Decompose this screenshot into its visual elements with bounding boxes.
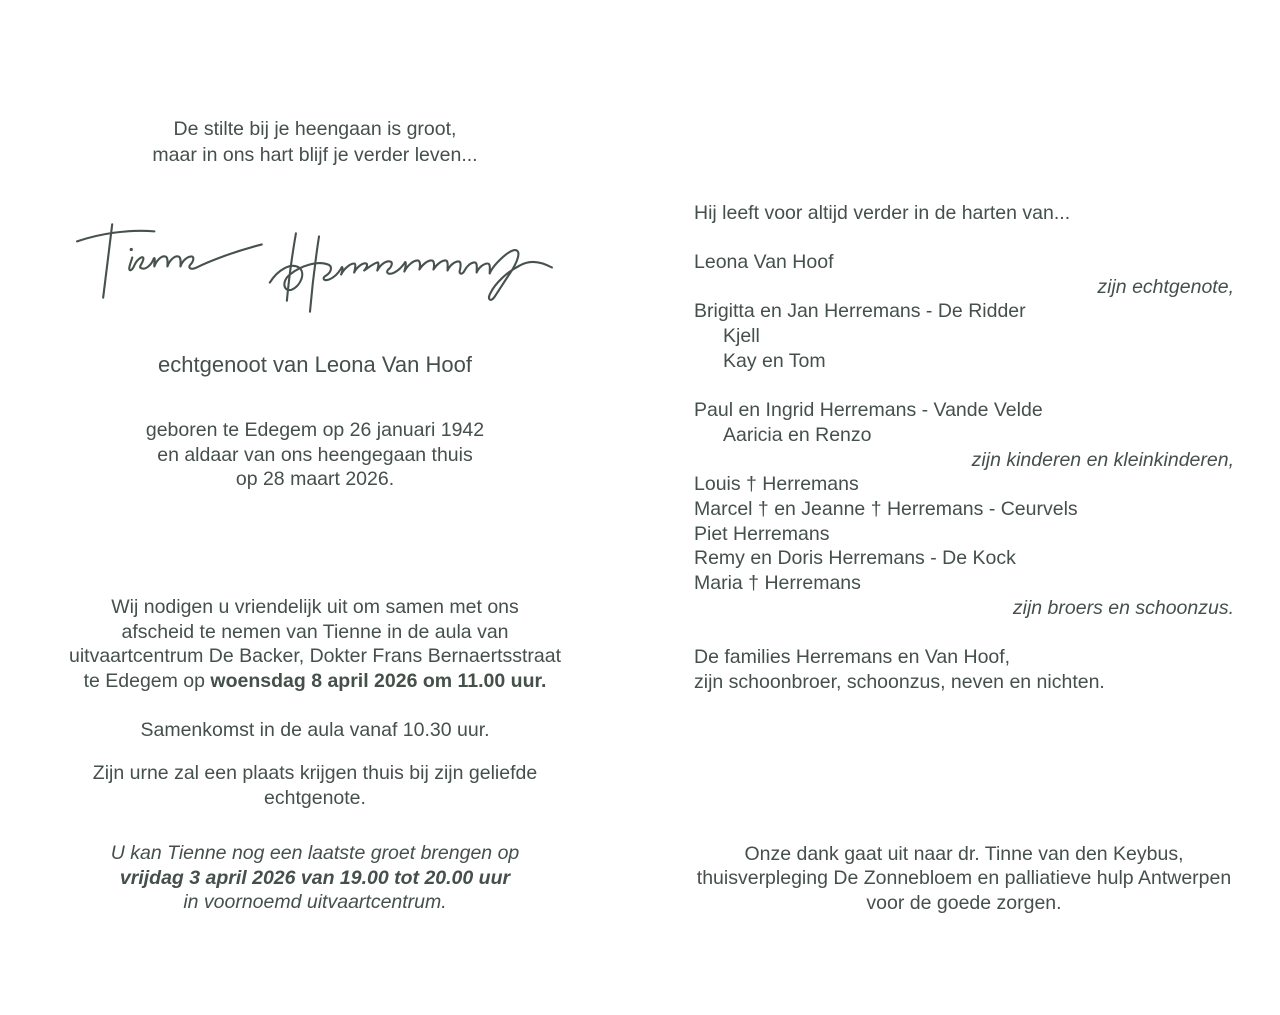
invitation-block — [40, 595, 590, 694]
family-name: Louis † Herremans — [694, 473, 859, 496]
last-greeting-block — [40, 841, 590, 915]
invitation-line-4 — [40, 669, 590, 694]
family-name: Piet Herremans — [694, 522, 830, 545]
family-name: Brigitta en Jan Herremans - De Ridder — [694, 300, 1026, 323]
family-name: Leona Van Hoof — [694, 251, 834, 273]
signature-script — [66, 212, 568, 318]
gathering-line: Samenkomst in de aula vanaf 10.30 uur. — [140, 719, 490, 741]
birth-death-block — [40, 418, 590, 492]
family-list — [694, 250, 1234, 695]
family-name-indented: Aaricia en Renzo — [723, 423, 872, 446]
invitation-line-3: uitvaartcentrum De Backer, Dokter Frans Bernaertsstraat — [68, 645, 562, 668]
family-name: Maria † Herremans — [694, 572, 861, 595]
invitation-line-4-prefix: te Edegem op — [83, 670, 211, 693]
thanks-line-2: thuisverpleging De Zonnebloem en palliatieve hulp Antwerpen — [696, 867, 1232, 890]
family-name: zijn schoonbroer, schoonzus, neven en nichten. — [694, 670, 1105, 693]
poem-line-2: maar in ons hart blijf je verder leven... — [152, 144, 478, 166]
ceremony-datetime: woensdag 8 april 2026 om 11.00 uur. — [210, 670, 547, 693]
signature-svg — [66, 212, 568, 318]
died-line-2: op 28 maart 2026. — [235, 468, 395, 491]
spacer — [694, 374, 1234, 399]
poem-line-1: De stilte bij je heengaan is groot, — [173, 118, 457, 140]
poem — [40, 116, 590, 168]
urn-line: Zijn urne zal een plaats krijgen thuis bij zijn geliefde echtgenote. — [92, 762, 538, 809]
relation-line: echtgenoot van Leona Van Hoof — [158, 352, 472, 377]
family-name-indented: Kay en Tom — [723, 349, 826, 372]
family-name: Remy en Doris Herremans - De Kock — [694, 547, 1016, 570]
relation-label: zijn echtgenote, — [1097, 275, 1234, 298]
invitation-line-2: afscheid te nemen van Tienne in de aula van — [121, 620, 509, 643]
invitation-line-1: Wij nodigen u vriendelijk uit om samen met ons — [111, 596, 519, 618]
thanks-line-1: Onze dank gaat uit naar dr. Tinne van den Keybus, — [744, 843, 1184, 865]
relation-label: zijn broers en schoonzus. — [1012, 596, 1234, 619]
died-line-1: en aldaar van ons heengegaan thuis — [157, 443, 473, 466]
born-line: geboren te Edegem op 26 januari 1942 — [145, 419, 485, 441]
visitation-datetime: vrijdag 3 april 2026 van 19.00 tot 20.00 uur — [119, 866, 511, 889]
thanks-line-3: voor de goede zorgen. — [866, 891, 1062, 914]
family-name: Marcel † en Jeanne † Herremans - Ceurvels — [694, 498, 1078, 521]
spacer — [694, 621, 1234, 646]
family-name: De families Herremans en Van Hoof, — [694, 646, 1011, 669]
last-greeting-line-3: in voornoemd uitvaartcentrum. — [183, 891, 447, 913]
last-greeting-line-1: U kan Tienne nog een laatste groet brengen op — [110, 842, 520, 864]
thanks-block — [694, 842, 1234, 915]
family-name-indented: Kjell — [723, 325, 760, 348]
family-intro-line: Hij leeft voor altijd verder in de harten van... — [694, 202, 1071, 224]
family-name: Paul en Ingrid Herremans - Vande Velde — [694, 399, 1043, 422]
relation-label: zijn kinderen en kleinkinderen, — [971, 448, 1234, 471]
